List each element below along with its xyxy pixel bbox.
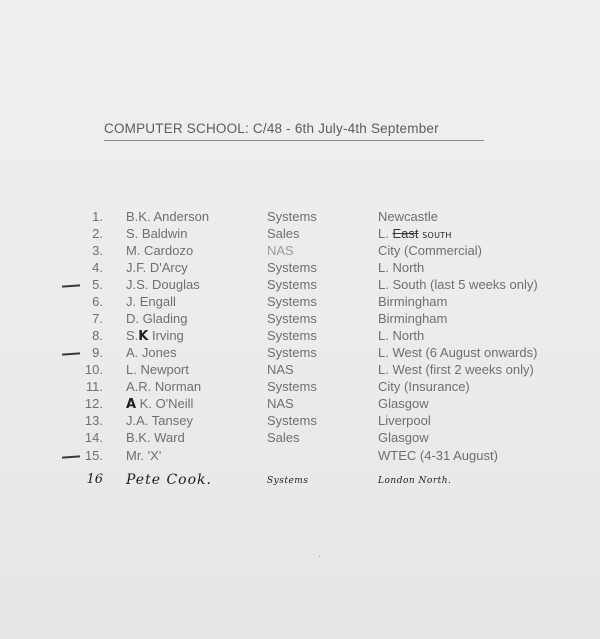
list-item [0, 379, 600, 396]
person-name: B.K. Anderson [126, 209, 210, 224]
person-name: Pete Cook. [126, 472, 212, 488]
location: Newcastle [378, 209, 438, 224]
department: Systems [267, 345, 317, 360]
handwritten-location: SOUTH [422, 231, 452, 240]
person-name: J.F. D'Arcy [126, 260, 188, 275]
list-item [0, 226, 600, 243]
location: Glasgow [378, 430, 429, 445]
row-number: 11. [85, 379, 103, 394]
department: Systems [267, 209, 317, 224]
list-item [0, 430, 600, 447]
list-item [0, 243, 600, 260]
person-name: Mr. 'X' [126, 448, 162, 463]
title-underline [104, 140, 484, 141]
row-number: 3. [92, 243, 103, 258]
list-item [0, 362, 600, 379]
list-item [0, 277, 600, 294]
row-number: 14. [84, 430, 103, 445]
department: Systems [267, 277, 317, 292]
row-number: 12. [84, 396, 103, 411]
department: Systems [267, 379, 317, 394]
handwritten-initial: A [126, 397, 137, 412]
location: City (Insurance) [378, 379, 470, 394]
department: Systems [267, 260, 317, 275]
department: Systems [267, 413, 317, 428]
location [378, 226, 452, 241]
location-prefix: L. [378, 226, 389, 241]
location: Glasgow [378, 396, 429, 411]
row-number: 2. [92, 226, 103, 241]
row-number: 8. [92, 328, 103, 343]
person-name: J.S. Douglas [126, 277, 200, 292]
department: Sales [267, 226, 300, 241]
person-name [126, 328, 184, 344]
row-number: 16 [86, 472, 103, 487]
row-number: 4. [92, 260, 103, 275]
person-name [126, 396, 193, 412]
surname: Irving [148, 328, 184, 343]
row-number: 9. [92, 345, 103, 360]
location: L. North [378, 260, 425, 275]
location: London North. [378, 476, 452, 486]
person-name: D. Glading [126, 311, 188, 326]
department: NAS [267, 243, 294, 258]
row-number: 1. [92, 209, 103, 224]
row-number: 7. [92, 311, 103, 326]
list-item-handwritten [0, 472, 600, 489]
handwritten-initial: K [138, 329, 149, 344]
list-item [0, 448, 600, 465]
location: Liverpool [378, 413, 431, 428]
person-name: L. Newport [126, 362, 189, 377]
row-number: 5. [92, 277, 103, 292]
paper-speck: · [318, 551, 321, 561]
list-item [0, 294, 600, 311]
department: Systems [267, 328, 317, 343]
row-number: 10. [84, 362, 103, 377]
location: WTEC (4-31 August) [378, 448, 498, 463]
row-number: 15. [84, 448, 103, 463]
location: L. West (first 2 weeks only) [378, 362, 534, 377]
list-item [0, 413, 600, 430]
person-name: J. Engall [126, 294, 176, 309]
department: Systems [267, 476, 309, 486]
location: L. South (last 5 weeks only) [378, 277, 538, 292]
tick-mark [62, 455, 80, 458]
tick-mark [62, 352, 80, 355]
row-number: 6. [92, 294, 103, 309]
person-name: S. Baldwin [126, 226, 188, 241]
list-item [0, 209, 600, 226]
list-item [0, 345, 600, 362]
department: NAS [267, 396, 294, 411]
person-name: A.R. Norman [126, 379, 202, 394]
department: Systems [267, 311, 317, 326]
location: Birmingham [378, 294, 448, 309]
list-item [0, 396, 600, 413]
person-name: B.K. Ward [126, 430, 185, 445]
department: Systems [267, 294, 317, 309]
document-title: COMPUTER SCHOOL: C/48 - 6th July-4th September [104, 121, 439, 136]
location: City (Commercial) [378, 243, 482, 258]
row-number: 13. [84, 413, 103, 428]
struck-location: East [392, 226, 419, 241]
department: NAS [267, 362, 294, 377]
location: L. North [378, 328, 425, 343]
person-name: J.A. Tansey [126, 413, 193, 428]
list-item [0, 260, 600, 277]
list-item [0, 328, 600, 345]
person-name: M. Cardozo [126, 243, 194, 258]
surname: K. O'Neill [136, 396, 194, 411]
department: Sales [267, 430, 300, 445]
location: L. West (6 August onwards) [378, 345, 538, 360]
name-initial: S. [126, 328, 139, 343]
tick-mark [62, 284, 80, 287]
location: Birmingham [378, 311, 448, 326]
person-name: A. Jones [126, 345, 177, 360]
list-item [0, 311, 600, 328]
